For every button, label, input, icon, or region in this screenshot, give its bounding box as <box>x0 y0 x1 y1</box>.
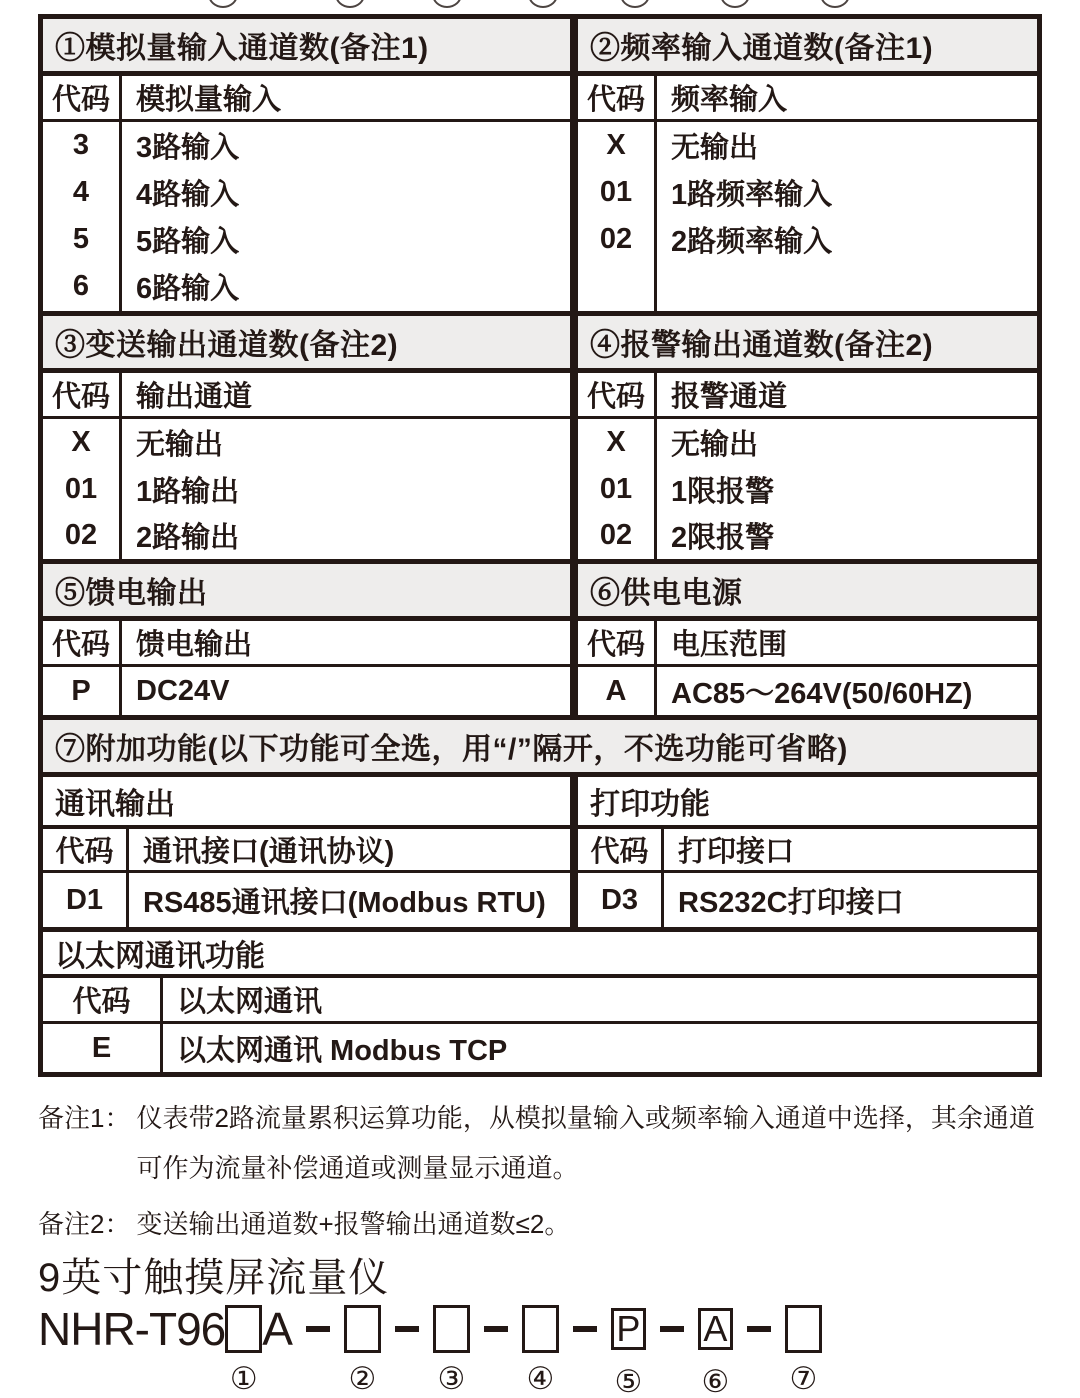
desc-column <box>122 122 570 311</box>
desc-cell: DC24V <box>136 674 230 707</box>
circled-number: ② <box>348 1361 377 1397</box>
model-position-5 <box>611 1308 646 1398</box>
column-header-row <box>43 978 1037 1024</box>
column-header-row <box>43 621 570 667</box>
code-box: A <box>698 1308 733 1350</box>
code-cell: E <box>91 1031 112 1064</box>
desc-cell: RS232C打印接口 <box>678 886 904 919</box>
code-cell: X <box>71 425 91 458</box>
desc-column <box>163 1024 1037 1072</box>
code-column <box>43 667 122 715</box>
cropped-circle-marker <box>335 0 365 8</box>
column-header-row <box>43 373 570 419</box>
code-column <box>43 1024 163 1072</box>
desc-column <box>657 122 1037 311</box>
desc-cell: 2路输出 <box>136 522 240 555</box>
desc-cell: 无输出 <box>136 428 224 461</box>
desc-cell: 6路输入 <box>136 273 240 305</box>
code-cell: 6 <box>72 270 90 302</box>
model-position-3 <box>433 1305 470 1397</box>
subsection-comm-output <box>43 777 578 927</box>
code-column <box>578 419 657 559</box>
section-power-supply <box>578 564 1037 715</box>
section-title: ②频率输入通道数(备注1) <box>578 19 1037 76</box>
ordering-spec-table <box>38 14 1042 1077</box>
dash <box>747 1326 771 1332</box>
code-column <box>578 667 657 715</box>
desc-cell: 1限报警 <box>671 475 775 508</box>
code-column <box>578 873 664 927</box>
dash <box>484 1326 508 1332</box>
code-cell: 02 <box>64 519 98 552</box>
note-text: 变送输出通道数+报警输出通道数≤2。 <box>136 1208 571 1239</box>
desc-header: 通讯接口(通讯协议) <box>143 836 395 868</box>
desc-cell: 以太网通讯 Modbus TCP <box>177 1034 508 1067</box>
code-header: 代码 <box>43 978 163 1021</box>
code-cell: 4 <box>72 176 90 208</box>
code-cell: X <box>606 425 626 458</box>
desc-cell: 4路输入 <box>136 179 240 211</box>
code-header: 代码 <box>43 829 129 870</box>
table-body <box>43 122 570 311</box>
desc-cell: 无输出 <box>671 428 759 461</box>
code-column <box>43 122 122 311</box>
subsection-ethernet <box>43 932 1037 1072</box>
code-header: 代码 <box>43 76 122 119</box>
product-title: 9英寸触摸屏流量仪 <box>38 1256 390 1300</box>
section-title: ④报警输出通道数(备注2) <box>578 316 1037 373</box>
column-header-row <box>43 829 570 873</box>
code-cell: 01 <box>64 472 98 505</box>
section-additional-functions-title: ⑦附加功能(以下功能可全选，用“/”隔开，不选功能可省略) <box>43 720 1037 777</box>
model-position-7 <box>785 1305 822 1397</box>
desc-column <box>122 419 570 559</box>
model-prefix: NHR-T96 <box>38 1303 226 1355</box>
dash <box>573 1326 597 1332</box>
desc-column <box>657 667 1037 715</box>
note-2 <box>38 1200 1046 1250</box>
row-sections-3-4 <box>43 316 1037 564</box>
desc-cell: 1路输出 <box>136 475 240 508</box>
desc-cell: 2路频率输入 <box>671 226 833 258</box>
row-sections-5-6 <box>43 564 1037 720</box>
column-header-row <box>578 829 1037 873</box>
section-title: ①模拟量输入通道数(备注1) <box>43 19 570 76</box>
code-box <box>785 1305 822 1353</box>
code-column <box>578 122 657 311</box>
table-body <box>578 419 1037 559</box>
code-box <box>344 1305 381 1353</box>
model-position-2 <box>344 1305 381 1397</box>
desc-header: 频率输入 <box>671 84 788 116</box>
desc-column <box>657 419 1037 559</box>
code-header: 代码 <box>43 621 122 664</box>
subsection-title: 通讯输出 <box>43 777 570 829</box>
note-1 <box>38 1094 1046 1194</box>
row-sections-1-2 <box>43 19 1037 316</box>
desc-header: 馈电输出 <box>136 629 253 661</box>
circled-number: ⑥ <box>701 1364 730 1398</box>
column-header-row <box>43 76 570 122</box>
desc-cell: RS485通讯接口(Modbus RTU) <box>143 886 546 919</box>
cropped-circle-marker <box>208 0 238 8</box>
code-cell: A <box>605 674 627 707</box>
subsection-title: 以太网通讯功能 <box>43 932 1037 978</box>
section-alarm-output-channels <box>578 316 1037 559</box>
code-cell: 3 <box>72 129 90 161</box>
desc-cell: AC85～264V(50/60HZ) <box>671 677 973 710</box>
table-body <box>43 419 570 559</box>
section-feed-power-output <box>43 564 578 715</box>
code-cell: D3 <box>600 883 639 916</box>
desc-cell: 3路输入 <box>136 132 240 164</box>
circled-number: ⑤ <box>614 1364 643 1398</box>
model-infix: A <box>262 1303 292 1355</box>
code-cell: 02 <box>599 519 633 552</box>
desc-header: 以太网通讯 <box>177 986 323 1018</box>
section-title: ⑤馈电输出 <box>43 564 570 621</box>
section-analog-input-channels <box>43 19 578 311</box>
code-cell: P <box>71 674 91 707</box>
desc-header: 输出通道 <box>136 381 253 413</box>
code-cell: 02 <box>599 223 633 255</box>
code-header: 代码 <box>578 829 664 870</box>
code-box <box>433 1305 470 1353</box>
subsection-print-function <box>578 777 1037 927</box>
desc-cell: 5路输入 <box>136 226 240 258</box>
desc-cell: 1路频率输入 <box>671 179 833 211</box>
section-frequency-input-channels <box>578 19 1037 311</box>
dash <box>660 1326 684 1332</box>
code-cell: 01 <box>599 472 633 505</box>
code-box <box>522 1305 559 1353</box>
code-header: 代码 <box>43 373 122 416</box>
cropped-circle-marker <box>528 0 558 8</box>
code-column <box>43 419 122 559</box>
desc-header: 电压范围 <box>671 629 788 661</box>
code-cell: X <box>606 129 626 161</box>
code-cell: 01 <box>599 176 633 208</box>
column-header-row <box>578 621 1037 667</box>
desc-column <box>664 873 1037 927</box>
table-body <box>578 122 1037 311</box>
table-body <box>43 873 570 927</box>
cropped-circle-marker <box>720 0 750 8</box>
column-header-row <box>578 373 1037 419</box>
code-cell: 5 <box>72 223 90 255</box>
code-cell: D1 <box>65 883 104 916</box>
code-header: 代码 <box>578 621 657 664</box>
model-position-1 <box>225 1305 262 1397</box>
model-position-4 <box>522 1305 559 1397</box>
desc-column <box>122 667 570 715</box>
note-label: 备注2： <box>38 1208 131 1239</box>
table-body <box>578 667 1037 715</box>
desc-header: 报警通道 <box>671 381 788 413</box>
note-text: 仪表带2路流量累积运算功能，从模拟量输入或频率输入通道中选择，其余通道可作为流量补偿通道或测量显示通道。 <box>136 1103 1035 1183</box>
table-body <box>43 1024 1037 1072</box>
desc-header: 打印接口 <box>678 836 795 868</box>
code-header: 代码 <box>578 76 657 119</box>
column-header-row <box>578 76 1037 122</box>
section-title: ③变送输出通道数(备注2) <box>43 316 570 373</box>
note-label: 备注1： <box>38 1103 131 1133</box>
code-box: P <box>611 1308 646 1350</box>
cropped-circle-marker <box>820 0 850 8</box>
circled-number: ① <box>229 1361 258 1397</box>
model-code-line <box>38 1303 822 1398</box>
cropped-circle-marker <box>620 0 650 8</box>
circled-number: ③ <box>437 1361 466 1397</box>
code-column <box>43 873 129 927</box>
dash <box>306 1326 330 1332</box>
table-body <box>43 667 570 715</box>
notes <box>38 1094 1046 1250</box>
circled-number: ④ <box>526 1361 555 1397</box>
table-body <box>578 873 1037 927</box>
desc-column <box>129 873 570 927</box>
desc-header: 模拟量输入 <box>136 84 282 116</box>
desc-cell: 无输出 <box>671 132 759 164</box>
code-header: 代码 <box>578 373 657 416</box>
desc-cell: 2限报警 <box>671 522 775 555</box>
section-transmit-output-channels <box>43 316 578 559</box>
cropped-circle-marker <box>432 0 462 8</box>
dash <box>395 1326 419 1332</box>
row-comm-print <box>43 777 1037 932</box>
subsection-title: 打印功能 <box>578 777 1037 829</box>
section-title: ⑥供电电源 <box>578 564 1037 621</box>
model-position-6 <box>698 1308 733 1398</box>
code-box <box>225 1305 262 1353</box>
circled-number: ⑦ <box>789 1361 818 1397</box>
